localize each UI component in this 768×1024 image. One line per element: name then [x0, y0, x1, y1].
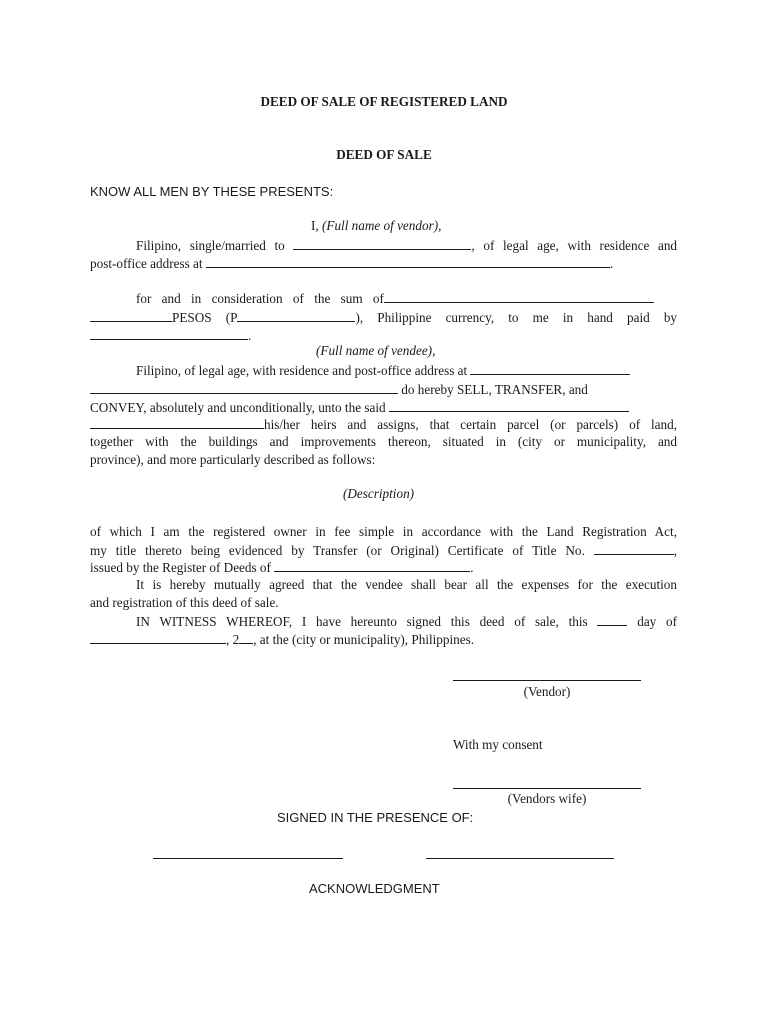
document-subtitle: DEED OF SALE	[336, 147, 432, 162]
vendor-signature-line	[453, 680, 641, 681]
p3-text-g: province), and more particularly described as follows:	[90, 452, 376, 467]
paragraph-5-line-2	[90, 594, 677, 612]
wife-signature-line	[453, 788, 641, 789]
p3-text-a: Filipino, of legal age, with residence and post-office address at	[136, 363, 468, 378]
p4-text-a: of which I am the registered owner in fee simple in accordance with the Land Registration Act,	[90, 524, 677, 539]
vendee-address-continued-blank	[90, 380, 398, 394]
paragraph-2-line-1	[90, 289, 677, 308]
p2-text-b: PESOS (P	[172, 310, 238, 325]
p1-text-c: post-office address at	[90, 256, 203, 271]
paragraph-6-line-2	[90, 630, 677, 649]
p1-period: .	[609, 256, 614, 271]
p4-comma: ,	[673, 543, 677, 558]
vendee-name-continued-blank	[90, 415, 264, 429]
vendee-name-blank	[389, 398, 629, 412]
month-blank	[90, 630, 226, 644]
p3-text-c: CONVEY, absolutely and unconditionally, unto the said	[90, 400, 386, 415]
vendor-intro-prefix: I,	[311, 218, 319, 233]
signed-in-presence-heading: SIGNED IN THE PRESENCE OF:	[277, 810, 474, 825]
p4-text-b: my title thereto being evidenced by Transfer (or Original) Certificate of Title No.	[90, 543, 585, 558]
witness-2-signature-line	[426, 858, 614, 859]
vendee-address-blank	[470, 361, 630, 375]
p5-text-a: It is hereby mutually agreed that the vendee shall bear all the expenses for the execution	[136, 577, 677, 592]
paragraph-4-line-1	[90, 523, 677, 541]
paragraph-5-line-1	[90, 576, 677, 594]
year-blank	[239, 630, 253, 644]
paragraph-4-line-3	[90, 558, 677, 577]
vendor-address-blank	[206, 254, 610, 268]
p6-text-a: IN WITNESS WHEREOF, I have hereunto signed this deed of sale, this	[136, 614, 588, 629]
property-description-placeholder: (Description)	[343, 486, 415, 501]
vendor-signature-label: (Vendor)	[523, 684, 571, 699]
p4-text-c: issued by the Register of Deeds of	[90, 560, 271, 575]
peso-amount-blank	[237, 308, 355, 322]
paragraph-3-line-2	[90, 380, 677, 399]
paragraph-3-line-5	[90, 433, 677, 451]
paragraph-3-line-4	[90, 415, 677, 434]
witness-1-signature-line	[153, 858, 343, 859]
document-title: DEED OF SALE OF REGISTERED LAND	[260, 94, 508, 109]
p3-text-d: his/her	[264, 417, 300, 432]
opening-statement: KNOW ALL MEN BY THESE PRESENTS:	[90, 184, 334, 199]
p2-period: .	[248, 328, 252, 343]
consent-label: With my consent	[453, 737, 543, 752]
vendor-intro	[311, 218, 441, 234]
p6-text-b2: , at the (city or municipality), Philippines.	[253, 632, 475, 647]
p6-text-a2: day of	[637, 614, 678, 629]
paragraph-3-line-1	[90, 361, 677, 380]
register-of-deeds-blank	[274, 558, 470, 572]
wife-signature-label: (Vendors wife)	[507, 791, 587, 806]
p5-text-b: and registration of this deed of sale.	[90, 595, 279, 610]
p1-text-a: Filipino, single/married to	[136, 238, 285, 253]
payer-name-blank	[90, 326, 248, 340]
title-number-blank	[594, 541, 674, 555]
paragraph-6-line-1	[90, 612, 677, 631]
paragraph-1-line-2	[90, 254, 677, 273]
day-blank	[597, 612, 627, 626]
paragraph-1-line-1	[90, 236, 677, 255]
vendee-name-placeholder: (Full name of vendee),	[316, 343, 436, 358]
paragraph-2-line-2	[90, 308, 677, 327]
p3-text-e: heirs and assigns, that certain parcel (or parcels) of land,	[310, 417, 677, 432]
spouse-name-blank	[293, 236, 471, 250]
paragraph-3-line-6	[90, 451, 677, 469]
p3-text-b: do hereby SELL, TRANSFER, and	[401, 382, 588, 397]
vendor-name-placeholder: (Full name of vendor),	[322, 218, 442, 233]
p1-text-b: , of legal age, with residence and	[471, 238, 678, 253]
acknowledgment-heading: ACKNOWLEDGMENT	[309, 881, 440, 896]
p6-text-b1: , 2	[226, 632, 240, 647]
p2-text-c: ), Philippine currency, to me in hand paid by	[355, 310, 678, 325]
p4-period: .	[470, 560, 474, 575]
sum-in-words-blank	[384, 289, 654, 303]
p3-text-f: together with the buildings and improvements thereon, situated in (city or municipality, and	[90, 434, 677, 449]
p2-text-a: for and in consideration of the sum of	[136, 291, 384, 306]
sum-continued-blank	[90, 308, 172, 322]
